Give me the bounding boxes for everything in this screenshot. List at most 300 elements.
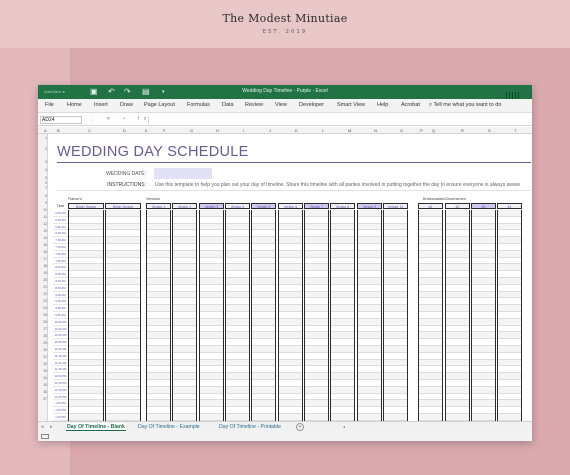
table-cell[interactable] (419, 326, 442, 333)
table-cell[interactable] (384, 264, 407, 271)
table-cell[interactable] (69, 264, 103, 271)
table-cell[interactable] (498, 326, 521, 333)
table-cell[interactable] (69, 400, 103, 407)
row-header[interactable]: 18 (43, 264, 47, 268)
table-cell[interactable] (472, 353, 495, 360)
table-cell[interactable] (331, 400, 354, 407)
table-cell[interactable] (305, 292, 328, 299)
table-cell[interactable] (305, 251, 328, 258)
table-cell[interactable] (200, 326, 223, 333)
table-cell[interactable] (305, 326, 328, 333)
table-cell[interactable] (173, 332, 196, 339)
table-cell[interactable] (358, 319, 381, 326)
table-cell[interactable] (69, 292, 103, 299)
table-cell[interactable] (173, 251, 196, 258)
table-cell[interactable] (498, 305, 521, 312)
table-cell[interactable] (252, 292, 275, 299)
table-cell[interactable] (498, 373, 521, 380)
save-icon[interactable]: ▣ (90, 87, 98, 96)
table-cell[interactable] (147, 339, 170, 346)
table-cell[interactable] (226, 285, 249, 292)
table-cell[interactable] (358, 407, 381, 414)
table-cell[interactable] (384, 285, 407, 292)
table-cell[interactable] (419, 264, 442, 271)
table-cell[interactable] (472, 230, 495, 237)
vendor-col[interactable] (357, 210, 382, 421)
vendor-col[interactable] (146, 210, 171, 421)
row-header[interactable]: 19 (43, 271, 47, 275)
table-cell[interactable] (498, 332, 521, 339)
col-header[interactable]: D (123, 128, 126, 133)
table-cell[interactable] (147, 298, 170, 305)
row-header[interactable]: 13 (43, 229, 47, 233)
table-cell[interactable] (358, 285, 381, 292)
vendor-col[interactable] (278, 210, 303, 421)
table-cell[interactable] (69, 217, 103, 224)
table-cell[interactable] (305, 346, 328, 353)
table-cell[interactable] (446, 271, 469, 278)
table-cell[interactable] (446, 407, 469, 414)
vendor-col-header[interactable]: Vendor 8 (330, 203, 355, 209)
party-col[interactable] (418, 210, 443, 421)
table-cell[interactable] (384, 326, 407, 333)
col-header[interactable]: I (243, 128, 245, 133)
table-cell[interactable] (419, 414, 442, 421)
table-cell[interactable] (106, 237, 140, 244)
row-header[interactable]: 33 (43, 369, 47, 373)
table-cell[interactable] (358, 353, 381, 360)
table-cell[interactable] (384, 298, 407, 305)
table-cell[interactable] (358, 339, 381, 346)
table-cell[interactable] (106, 271, 140, 278)
table-cell[interactable] (498, 224, 521, 231)
table-cell[interactable] (226, 394, 249, 401)
table-cell[interactable] (173, 380, 196, 387)
table-cell[interactable] (384, 387, 407, 394)
table-cell[interactable] (331, 353, 354, 360)
menu-smart-view[interactable]: Smart View (337, 102, 366, 108)
table-cell[interactable] (472, 373, 495, 380)
quick-access-icon[interactable]: ▤ (142, 87, 150, 96)
table-cell[interactable] (106, 217, 140, 224)
vendor-col[interactable] (251, 210, 276, 421)
col-header[interactable]: M (348, 128, 352, 133)
table-cell[interactable] (305, 407, 328, 414)
table-cell[interactable] (384, 407, 407, 414)
table-cell[interactable] (472, 387, 495, 394)
table-cell[interactable] (384, 319, 407, 326)
table-cell[interactable] (498, 237, 521, 244)
party-col-header[interactable]: #2 (445, 203, 470, 209)
table-cell[interactable] (252, 326, 275, 333)
vendor-col-header[interactable]: Vendor 3 (199, 203, 224, 209)
table-cell[interactable] (226, 339, 249, 346)
table-cell[interactable] (331, 258, 354, 265)
vendor-col[interactable] (383, 210, 408, 421)
table-cell[interactable] (498, 251, 521, 258)
table-cell[interactable] (384, 414, 407, 421)
table-cell[interactable] (106, 353, 140, 360)
table-cell[interactable] (498, 400, 521, 407)
table-cell[interactable] (331, 373, 354, 380)
time-cell[interactable]: 1:15 PM (53, 407, 68, 414)
row-header[interactable]: 30 (43, 348, 47, 352)
table-cell[interactable] (173, 298, 196, 305)
table-cell[interactable] (200, 353, 223, 360)
table-cell[interactable] (305, 210, 328, 217)
table-cell[interactable] (384, 244, 407, 251)
table-cell[interactable] (472, 407, 495, 414)
table-cell[interactable] (472, 244, 495, 251)
table-cell[interactable] (106, 285, 140, 292)
table-cell[interactable] (472, 400, 495, 407)
table-cell[interactable] (498, 407, 521, 414)
table-cell[interactable] (106, 346, 140, 353)
table-cell[interactable] (106, 366, 140, 373)
table-cell[interactable] (279, 251, 302, 258)
table-cell[interactable] (147, 387, 170, 394)
time-cell[interactable]: 8:15 AM (53, 271, 68, 278)
row-header[interactable]: 27 (43, 327, 47, 331)
row-header[interactable]: 15 (43, 243, 47, 247)
row-header[interactable]: 34 (43, 376, 47, 380)
table-cell[interactable] (173, 394, 196, 401)
table-cell[interactable] (226, 264, 249, 271)
table-cell[interactable] (147, 326, 170, 333)
table-cell[interactable] (279, 332, 302, 339)
menu-draw[interactable]: Draw (120, 102, 133, 108)
table-cell[interactable] (147, 217, 170, 224)
menu-view[interactable]: View (275, 102, 287, 108)
table-cell[interactable] (498, 387, 521, 394)
table-cell[interactable] (358, 217, 381, 224)
redo-icon[interactable]: ↷ (124, 87, 131, 96)
table-cell[interactable] (331, 332, 354, 339)
table-cell[interactable] (472, 264, 495, 271)
table-cell[interactable] (200, 387, 223, 394)
table-cell[interactable] (384, 312, 407, 319)
table-cell[interactable] (147, 332, 170, 339)
table-cell[interactable] (446, 387, 469, 394)
col-header[interactable]: E (145, 128, 148, 133)
table-cell[interactable] (226, 258, 249, 265)
table-cell[interactable] (358, 346, 381, 353)
row-header[interactable]: 32 (43, 362, 47, 366)
col-header[interactable]: O (400, 128, 404, 133)
col-header[interactable]: G (190, 128, 194, 133)
table-cell[interactable] (419, 346, 442, 353)
table-cell[interactable] (147, 353, 170, 360)
table-cell[interactable] (358, 292, 381, 299)
table-cell[interactable] (305, 373, 328, 380)
table-cell[interactable] (147, 414, 170, 421)
time-cell[interactable]: 9:30 AM (53, 305, 68, 312)
table-cell[interactable] (305, 400, 328, 407)
table-cell[interactable] (305, 244, 328, 251)
table-cell[interactable] (147, 400, 170, 407)
table-cell[interactable] (472, 224, 495, 231)
table-cell[interactable] (147, 285, 170, 292)
table-cell[interactable] (384, 339, 407, 346)
table-cell[interactable] (498, 298, 521, 305)
time-cell[interactable]: 1:30 PM (53, 414, 68, 421)
time-cell[interactable]: 10:00 AM (54, 319, 67, 324)
row-header[interactable]: 20 (43, 278, 47, 282)
table-cell[interactable] (226, 210, 249, 217)
table-cell[interactable] (358, 305, 381, 312)
table-cell[interactable] (279, 305, 302, 312)
table-cell[interactable] (226, 292, 249, 299)
table-cell[interactable] (173, 407, 196, 414)
table-cell[interactable] (472, 237, 495, 244)
table-cell[interactable] (173, 210, 196, 217)
time-cell[interactable]: 7:30 AM (53, 251, 68, 258)
table-cell[interactable] (106, 298, 140, 305)
fiance-col[interactable] (105, 210, 141, 421)
table-cell[interactable] (498, 394, 521, 401)
table-cell[interactable] (173, 326, 196, 333)
table-cell[interactable] (419, 244, 442, 251)
table-cell[interactable] (358, 366, 381, 373)
table-cell[interactable] (106, 339, 140, 346)
table-cell[interactable] (252, 414, 275, 421)
table-cell[interactable] (472, 414, 495, 421)
table-cell[interactable] (358, 394, 381, 401)
table-cell[interactable] (147, 230, 170, 237)
table-cell[interactable] (279, 217, 302, 224)
table-cell[interactable] (279, 312, 302, 319)
wedding-date-field[interactable] (154, 168, 212, 179)
table-cell[interactable] (106, 319, 140, 326)
table-cell[interactable] (446, 298, 469, 305)
table-cell[interactable] (384, 224, 407, 231)
table-cell[interactable] (226, 305, 249, 312)
table-cell[interactable] (200, 366, 223, 373)
tab-scroll-left-icon[interactable]: ◂ (41, 424, 44, 430)
table-cell[interactable] (331, 380, 354, 387)
table-cell[interactable] (419, 292, 442, 299)
tell-me-search[interactable] (429, 102, 501, 109)
table-cell[interactable] (200, 394, 223, 401)
table-cell[interactable] (498, 258, 521, 265)
table-cell[interactable] (358, 360, 381, 367)
table-cell[interactable] (384, 380, 407, 387)
customize-qat-icon[interactable]: ▾ (162, 89, 165, 95)
table-cell[interactable] (106, 258, 140, 265)
table-cell[interactable] (173, 346, 196, 353)
table-cell[interactable] (358, 230, 381, 237)
time-cell[interactable]: 6:45 AM (53, 230, 68, 237)
table-cell[interactable] (69, 339, 103, 346)
table-cell[interactable] (252, 387, 275, 394)
table-cell[interactable] (419, 251, 442, 258)
table-cell[interactable] (200, 278, 223, 285)
table-cell[interactable] (498, 360, 521, 367)
table-cell[interactable] (446, 230, 469, 237)
table-cell[interactable] (498, 312, 521, 319)
table-cell[interactable] (446, 373, 469, 380)
table-cell[interactable] (106, 387, 140, 394)
table-cell[interactable] (69, 285, 103, 292)
time-cell[interactable]: 12:30 PM (54, 387, 67, 392)
table-cell[interactable] (358, 224, 381, 231)
col-header[interactable]: S (488, 128, 491, 133)
table-cell[interactable] (305, 271, 328, 278)
table-cell[interactable] (147, 407, 170, 414)
undo-icon[interactable]: ↶ (108, 87, 115, 96)
time-cell[interactable]: 11:30 AM (54, 360, 67, 365)
table-cell[interactable] (252, 400, 275, 407)
table-cell[interactable] (173, 244, 196, 251)
table-cell[interactable] (279, 346, 302, 353)
table-cell[interactable] (200, 332, 223, 339)
table-cell[interactable] (252, 339, 275, 346)
table-cell[interactable] (472, 278, 495, 285)
table-cell[interactable] (331, 230, 354, 237)
table-cell[interactable] (106, 244, 140, 251)
table-cell[interactable] (331, 264, 354, 271)
table-cell[interactable] (498, 366, 521, 373)
table-cell[interactable] (419, 339, 442, 346)
table-cell[interactable] (106, 407, 140, 414)
menu-home[interactable]: Home (67, 102, 82, 108)
table-cell[interactable] (69, 312, 103, 319)
table-cell[interactable] (279, 230, 302, 237)
table-cell[interactable] (226, 217, 249, 224)
row-header[interactable]: 26 (43, 320, 47, 324)
time-cell[interactable]: 6:15 AM (53, 217, 68, 224)
time-cell[interactable]: 1:00 PM (53, 400, 68, 407)
table-cell[interactable] (69, 319, 103, 326)
table-cell[interactable] (419, 332, 442, 339)
table-cell[interactable] (226, 298, 249, 305)
time-cell[interactable]: 6:00 AM (53, 210, 68, 217)
table-cell[interactable] (358, 400, 381, 407)
autosave-toggle[interactable]: AutoSave ● (44, 89, 65, 94)
table-cell[interactable] (419, 210, 442, 217)
table-cell[interactable] (305, 332, 328, 339)
table-cell[interactable] (69, 346, 103, 353)
table-cell[interactable] (305, 312, 328, 319)
table-cell[interactable] (472, 305, 495, 312)
table-cell[interactable] (358, 237, 381, 244)
table-cell[interactable] (358, 373, 381, 380)
table-cell[interactable] (305, 414, 328, 421)
table-cell[interactable] (446, 394, 469, 401)
table-cell[interactable] (279, 271, 302, 278)
table-cell[interactable] (147, 312, 170, 319)
time-cell[interactable]: 9:15 AM (53, 298, 68, 305)
fiance-col-header[interactable]: Bride/ Groom (68, 203, 104, 209)
table-cell[interactable] (358, 414, 381, 421)
table-cell[interactable] (384, 292, 407, 299)
table-cell[interactable] (472, 258, 495, 265)
table-cell[interactable] (200, 298, 223, 305)
table-cell[interactable] (147, 271, 170, 278)
party-col-header[interactable]: #3 (471, 203, 496, 209)
table-cell[interactable] (305, 339, 328, 346)
table-cell[interactable] (200, 292, 223, 299)
time-cell[interactable]: 6:30 AM (53, 224, 68, 231)
table-cell[interactable] (358, 251, 381, 258)
table-cell[interactable] (200, 305, 223, 312)
table-cell[interactable] (419, 285, 442, 292)
table-cell[interactable] (200, 244, 223, 251)
table-cell[interactable] (226, 366, 249, 373)
table-cell[interactable] (279, 373, 302, 380)
time-cell[interactable]: 7:45 AM (53, 258, 68, 265)
table-cell[interactable] (446, 353, 469, 360)
table-cell[interactable] (498, 264, 521, 271)
table-cell[interactable] (498, 210, 521, 217)
row-header[interactable]: 14 (43, 236, 47, 240)
party-col[interactable] (471, 210, 496, 421)
window-controls[interactable] (504, 87, 524, 96)
table-cell[interactable] (305, 387, 328, 394)
table-cell[interactable] (173, 271, 196, 278)
row-header[interactable]: 28 (43, 334, 47, 338)
table-cell[interactable] (106, 394, 140, 401)
table-cell[interactable] (69, 360, 103, 367)
table-cell[interactable] (498, 414, 521, 421)
menu-help[interactable]: Help (377, 102, 389, 108)
table-cell[interactable] (384, 210, 407, 217)
table-cell[interactable] (226, 373, 249, 380)
table-cell[interactable] (279, 210, 302, 217)
table-cell[interactable] (279, 326, 302, 333)
table-cell[interactable] (200, 210, 223, 217)
table-cell[interactable] (305, 237, 328, 244)
time-cell[interactable]: 10:15 AM (54, 326, 67, 331)
time-cell[interactable]: 8:30 AM (53, 278, 68, 285)
table-cell[interactable] (419, 237, 442, 244)
table-cell[interactable] (472, 346, 495, 353)
table-cell[interactable] (446, 278, 469, 285)
table-cell[interactable] (252, 230, 275, 237)
time-cell[interactable]: 7:15 AM (53, 244, 68, 251)
table-cell[interactable] (384, 373, 407, 380)
vendor-col-header[interactable]: Vendor 1 (146, 203, 171, 209)
table-cell[interactable] (173, 400, 196, 407)
time-cell[interactable]: 11:45 AM (54, 367, 67, 372)
table-cell[interactable] (358, 210, 381, 217)
table-cell[interactable] (472, 217, 495, 224)
table-cell[interactable] (279, 319, 302, 326)
table-cell[interactable] (147, 244, 170, 251)
table-cell[interactable] (358, 387, 381, 394)
col-header[interactable]: K (295, 128, 298, 133)
table-cell[interactable] (358, 326, 381, 333)
table-cell[interactable] (106, 326, 140, 333)
table-cell[interactable] (279, 400, 302, 407)
table-cell[interactable] (226, 244, 249, 251)
table-cell[interactable] (358, 278, 381, 285)
table-cell[interactable] (252, 244, 275, 251)
table-cell[interactable] (252, 271, 275, 278)
table-cell[interactable] (200, 312, 223, 319)
table-cell[interactable] (200, 217, 223, 224)
table-cell[interactable] (279, 224, 302, 231)
table-cell[interactable] (419, 217, 442, 224)
table-cell[interactable] (173, 224, 196, 231)
time-cell[interactable]: 12:00 PM (54, 374, 67, 379)
table-cell[interactable] (358, 312, 381, 319)
table-cell[interactable] (226, 278, 249, 285)
vendor-col[interactable] (304, 210, 329, 421)
table-cell[interactable] (69, 305, 103, 312)
table-cell[interactable] (147, 224, 170, 231)
table-cell[interactable] (106, 230, 140, 237)
